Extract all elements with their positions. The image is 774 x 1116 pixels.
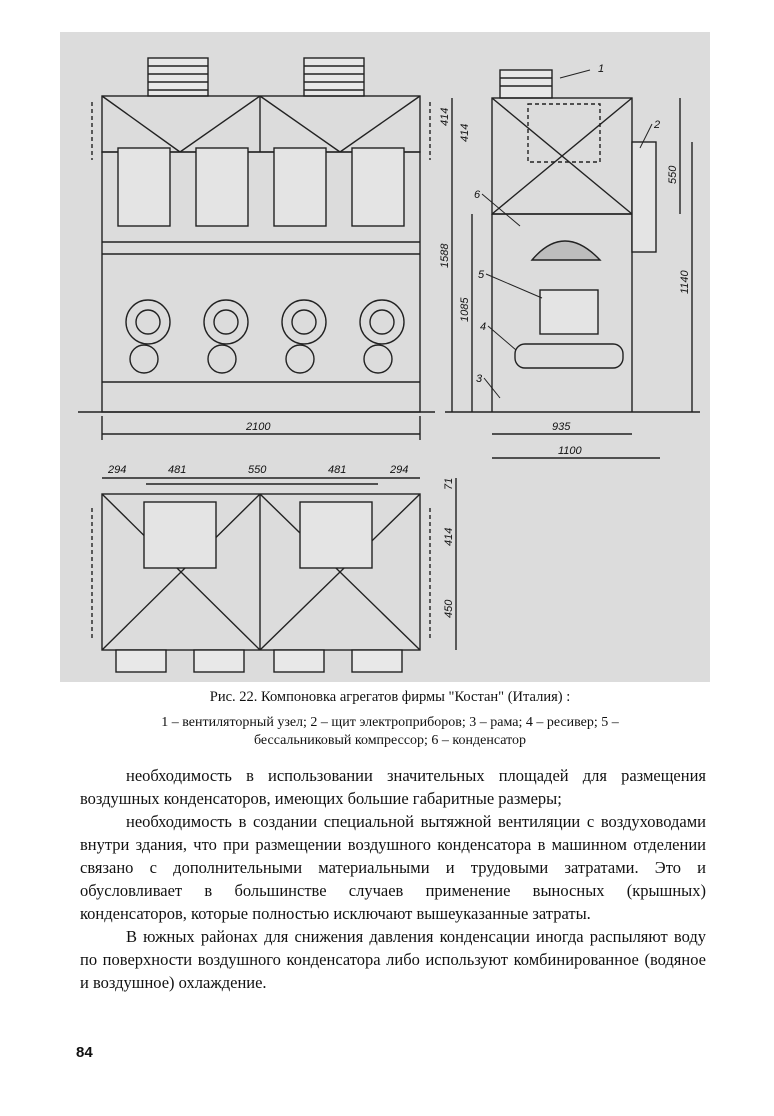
legend-line-1: 1 – вентиляторный узел; 2 – щит электроприборов; 3 – рама; 4 – ресивер; 5 – [161, 715, 619, 730]
dim-plan-h3: 450 [443, 599, 455, 618]
dim-plan-w4: 481 [328, 464, 347, 476]
dim-plan-w5: 294 [390, 464, 409, 476]
dim-plan-w3: 550 [248, 464, 267, 476]
dim-side-panel-550: 550 [667, 165, 679, 184]
callout-6: 6 [474, 189, 481, 201]
dim-plan-w1: 294 [108, 464, 127, 476]
figure-legend [70, 714, 710, 750]
dim-front-width: 2100 [246, 421, 271, 433]
dim-side-top-414: 414 [459, 123, 471, 142]
dim-front-top-height: 414 [439, 107, 451, 126]
dim-side-depth-outer: 1100 [558, 445, 582, 457]
front-view [78, 58, 435, 440]
dim-side-height-1140: 1140 [679, 270, 691, 294]
callout-4: 4 [480, 321, 487, 333]
plan-view [92, 478, 456, 672]
dim-side-depth-inner: 935 [552, 421, 571, 433]
dim-front-height: 1588 [439, 243, 451, 268]
body-text [80, 764, 706, 994]
legend-line-2: бессальниковый компрессор; 6 – конденсатор [253, 733, 527, 749]
paragraph-2: необходимость в создании специальной вытяжной вентиляции с воздуховодами внутри здания, что при размещении воздушного конденсатора в машинном отделении связано с дополнительными материальными и трудовыми затратами. Это и обусловливает в большинстве случаев применение выносных (крышных) конденсаторов, которые полностью исключают вышеуказанные затраты. [80, 812, 706, 923]
technical-drawing [60, 32, 710, 682]
callout-2: 2 [654, 119, 661, 131]
paragraph-3: В южных районах для снижения давления конденсации иногда распыляют воду по поверхности воздушного конденсатора либо используют комбинированное (водяное и воздушное) охлаждение. [80, 927, 706, 992]
dim-plan-h1: 71 [443, 477, 455, 490]
paragraph-1: необходимость в использовании значительных площадей для размещения воздушных конденсаторов, имеющих большие габаритные размеры; [80, 766, 706, 808]
dim-side-height-1085: 1085 [459, 297, 471, 322]
callout-5: 5 [478, 269, 485, 281]
figure-caption: Рис. 22. Компоновка агрегатов фирмы "Костан" (Италия) : [209, 689, 571, 705]
drawing-svg [60, 32, 710, 682]
dim-plan-h2: 414 [443, 527, 455, 546]
callout-3: 3 [476, 373, 483, 385]
callout-1: 1 [598, 63, 605, 75]
page-number: 84 [76, 1044, 93, 1061]
side-view [445, 70, 700, 458]
dim-plan-w2: 481 [168, 464, 187, 476]
